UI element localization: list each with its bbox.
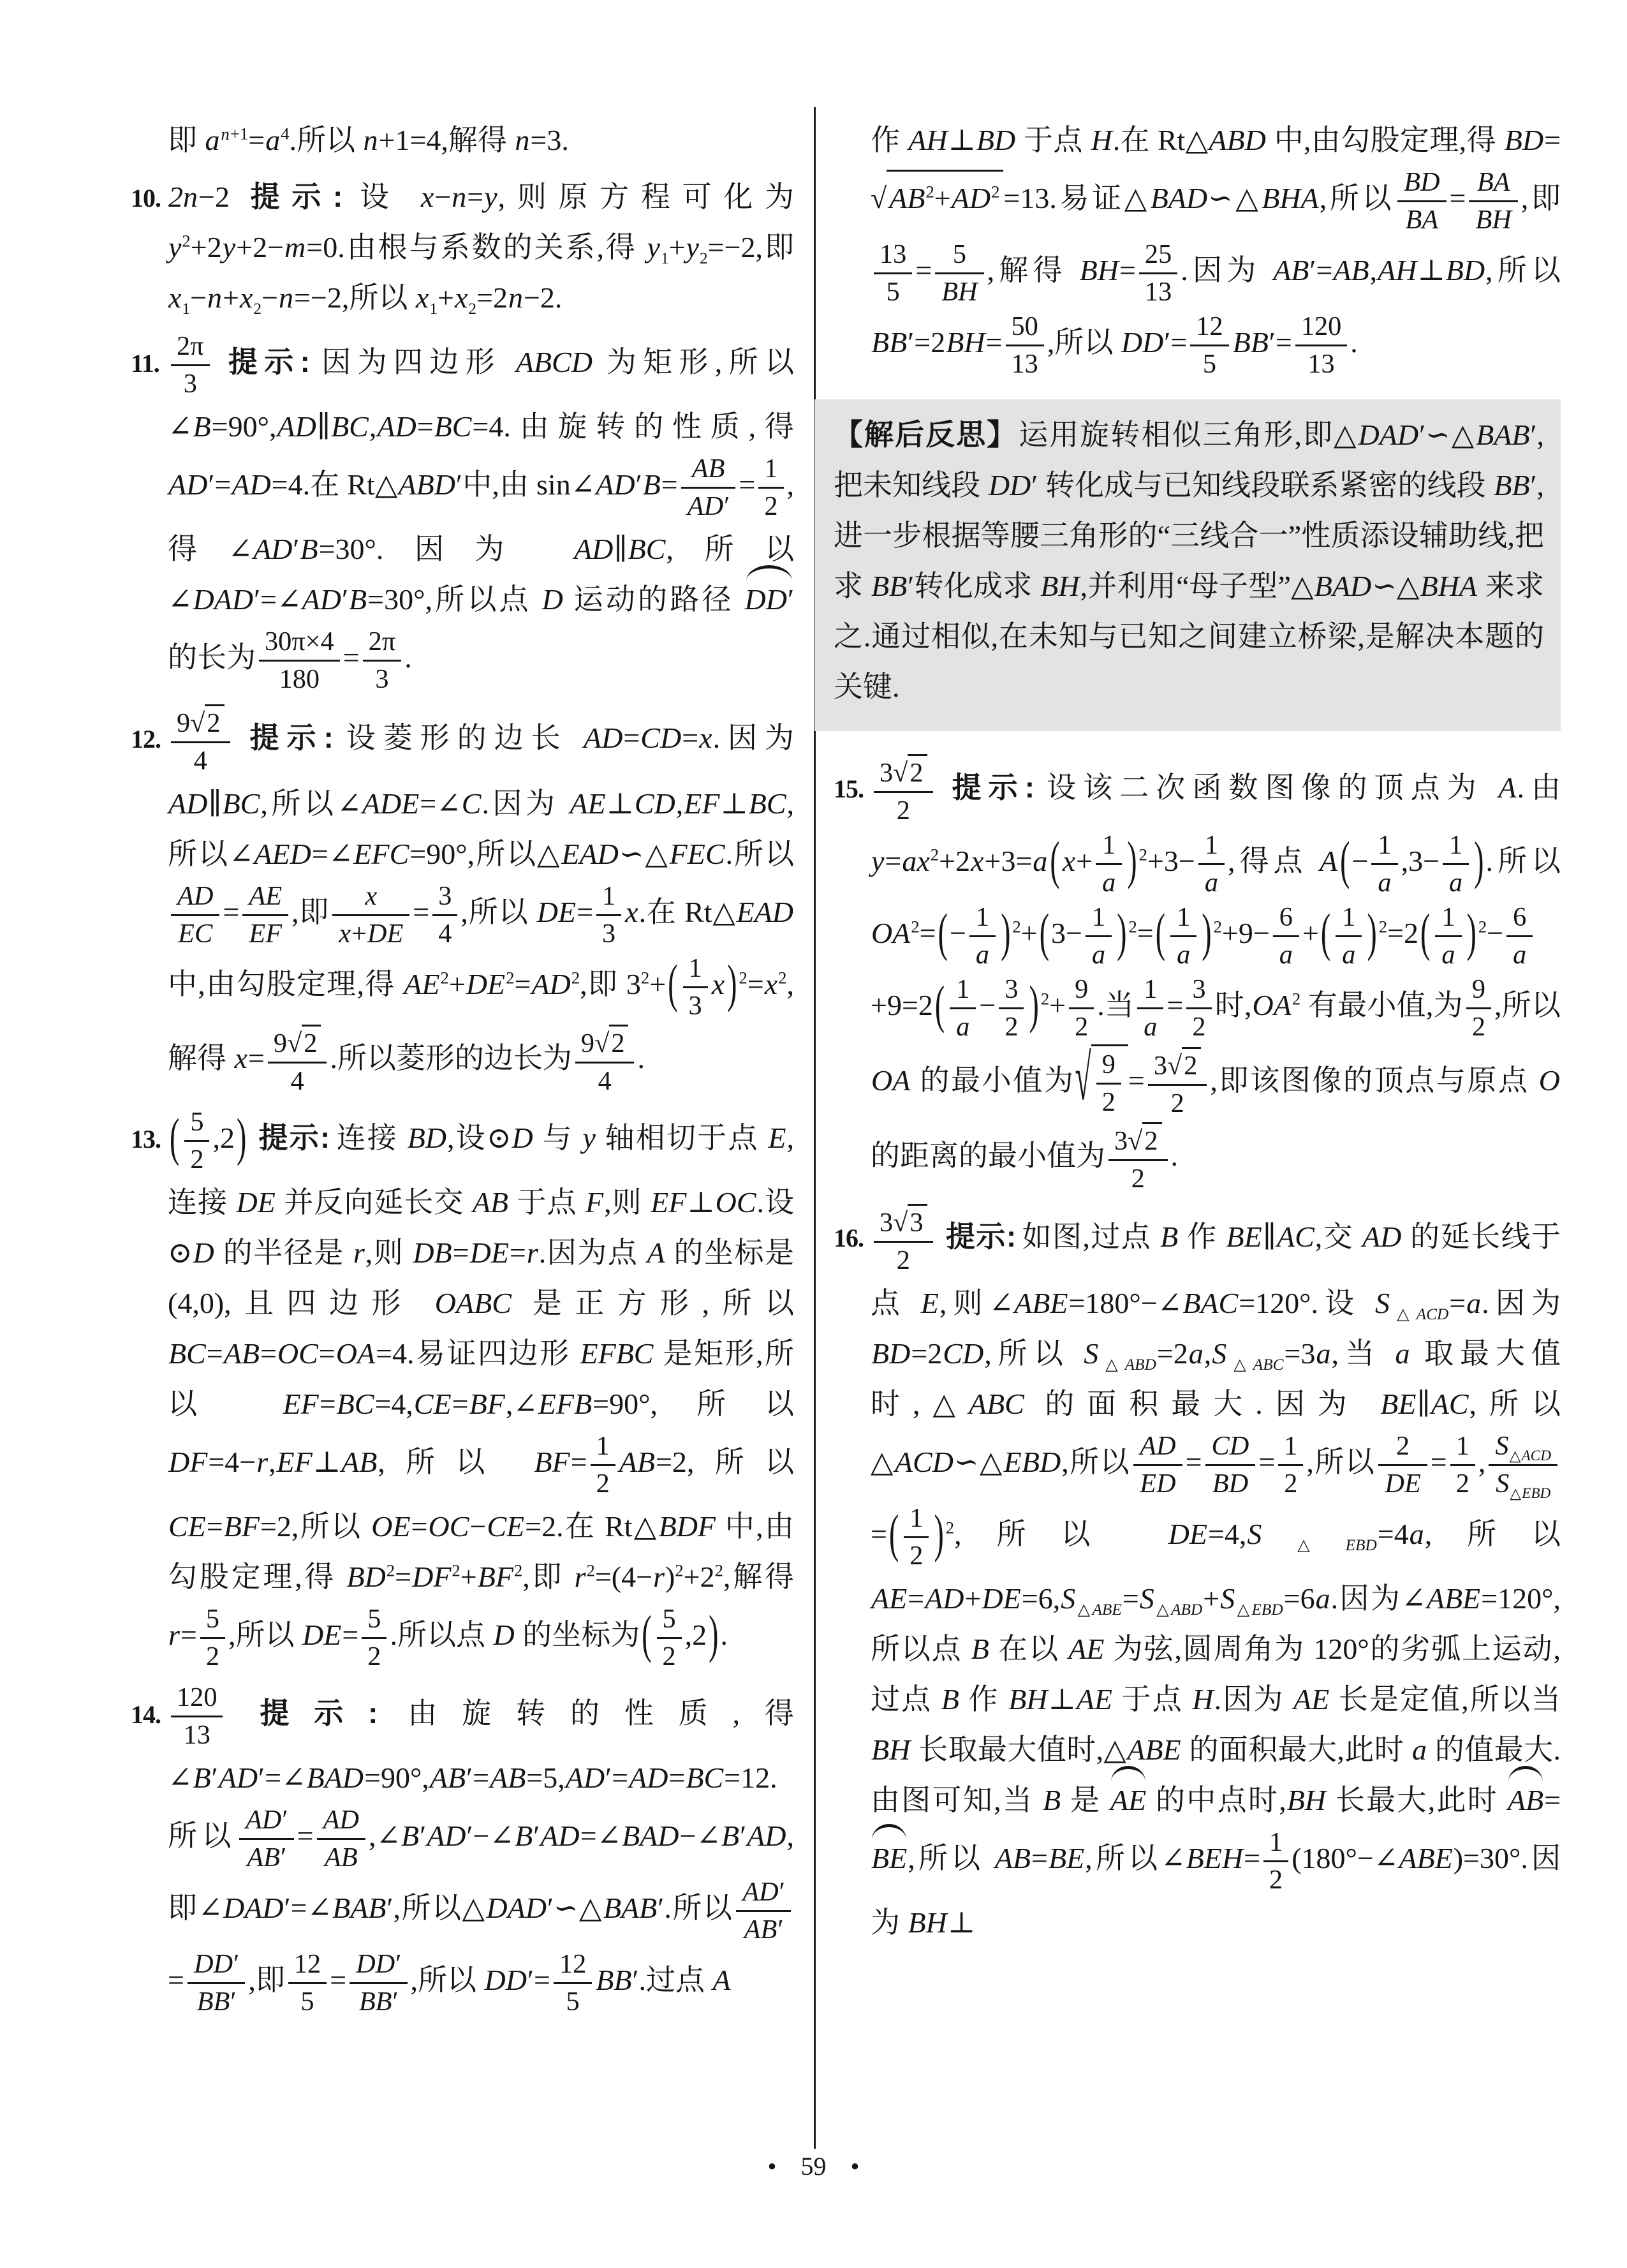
answer-item-16 (834, 1203, 1561, 1948)
left-column (131, 115, 794, 2019)
item-number: 15. (834, 774, 864, 803)
item-body (131, 172, 794, 323)
item-content: $\frac{3√2}{2}$ 提示: 设该二次函数图像的顶点为 A.由 $y=ax^2+2x+3=a(x+$ $\frac{1}{a}$ ) $^2$+3− $\frac{1}{a}$ ,得点 A(− $\frac{1}{a}$ ,3− $\frac{1}{a}$ ).所以 $OA^2=(-$ $\frac{1}{a}$ ) $^2$+(3− $\frac{1}{a}$ ) $^2$=( $\frac{1}{a}$ ) $^2$+9− $\frac{6}{a}$ +( $\frac{1}{a}$ ) $^2$=2( $\frac{1}{a}$ ) $^2$− $\frac{6}{a}$ +9=2( $\frac{1}{a}$ − $\frac{3}{2}$ ) $^2$+ $\frac{9}{2}$ .当 $\frac{1}{a}$ = $\frac{3}{2}$ 时$,OA^2$ 有最小值,为 $\frac{9}{2}$ ,所以 OA 的最小值为√ $\frac{9}{2}$ = $\frac{3√2}{2}$ ,即该图像的顶点与原点 O 的距离的最小值为 $\frac{3√2}{2}$ . (871, 771, 1561, 1172)
continuation-paragraph-item-9: 即 $a^{n+1}=a^4$.所以 n+1=4,解得 n=3. (168, 124, 569, 156)
item-body (131, 1105, 794, 1674)
item-content: $\frac{9√2}{4}$ 提示: 设菱形的边长 AD=CD=x.因为 AD∥BC,所以∠ADE=∠C.因为 AE⊥CD,EF⊥BC,所以∠AED=∠EFC=90°,所以△EAD∽△FEC.所以 $\frac{AD}{EC}$ = $\frac{AE}{EF}$ ,即 $\frac{x}{x+DE}$ = $\frac{3}{4}$ ,所以 DE= $\frac{1}{3}$ x.在 Rt△EAD 中,由勾股定理,得 $AE^2+DE^2=AD^2$,即 $3^2+$( $\frac{1}{3}$ x) $^2=x^2$,解得 x= $\frac{9√2}{4}$ .所以菱形的边长为 $\frac{9√2}{4}$ . (168, 722, 794, 1074)
reflection-text: 【解后反思】运用旋转相似三角形,即△DAD′∽△BAB′,把未知线段 DD′ 转化成与已知线段联系紧密的线段 BB′,进一步根据等腰三角形的“三线合一”性质添设辅助线,把求 BB′转化成求 BH,并利用“母子型”△BAD∽△BHA 来求之.通过相似,在未知与已知之间建立桥梁,是解决本题的关键. (834, 417, 1545, 704)
item-body (131, 1680, 794, 2019)
continuation-paragraph-item-14: 作 AH⊥BD 于点 H.在 Rt△ABD 中,由勾股定理,得 $BD=√AB^2+AD^2 =13$.易证△BAD∽△BHA,所以 $\frac{BD}{BA}$ = $\frac{BA}{BH}$ ,即 $\frac{13}{5}$ = $\frac{5}{BH}$ ,解得 BH= $\frac{25}{13}$ .因为 AB′=AB,AH⊥BD,所以 BB′=2BH= $\frac{50}{13}$ ,所以 DD′= $\frac{12}{5}$ BB′= $\frac{120}{13}$ . (871, 124, 1561, 379)
item-body (834, 1203, 1561, 1948)
answer-item-10 (131, 172, 794, 323)
item-body (131, 329, 794, 697)
answer-item-11 (131, 329, 794, 697)
item-content: ( $\frac{5}{2}$ ,2) 提示: 连接 BD,设⊙D 与 y 轴相切于点 E,连接 DE 并反向延长交 AB 于点 F,则 EF⊥OC.设⊙D 的半径是 r,则 DB=DE=r.因为点 A 的坐标是 (4,0),且四边形 OABC 是正方形,所以 BC=AB=OC=OA=4.易证四边形 EFBC 是矩形,所以 EF=BC=4,CE=BF,∠EFB=90°,所以 DF=4−r,EF⊥AB,所以 BF= $\frac{1}{2}$ AB=2,所以 CE=BF=2,所以 OE=OC−CE=2.在 Rt△BDF 中,由勾股定理,得 $BD^2=DF^2+BF^2$,即 $r^2=(4-r)^2+2^2$,解得 r= $\frac{5}{2}$ ,所以 DE= $\frac{5}{2}$ .所以点 D 的坐标为( $\frac{5}{2}$ ,2). (168, 1106, 795, 1672)
item-number: 16. (834, 1224, 864, 1253)
item-number: 14. (131, 1700, 161, 1730)
item-content: $\frac{3√3}{2}$ 提示: 如图,过点 B 作 BE∥AC,交 AD 的延长线于点 E,则∠ABE=180°−∠BAC=120°.设 $S_{\triangle ACD}=a$.因为 BD=2CD,所以 $S_{\triangle ABD}=2a,S_{\triangle ABC}=3a$,当 a 取最大值时,△ABC 的面积最大.因为 BE∥AC,所以△ACD∽△EBD,所以 $\frac{AD}{ED}$ = $\frac{CD}{BD}$ = $\frac{1}{2}$ ,所以 $\frac{2}{DE}$ = $\frac{1}{2}$ , $\frac{S_{\triangle ACD}}{S_{\triangle EBD}}$ =( $\frac{1}{2}$ ) $^2$,所以 $DE=4,S_{\triangle EBD}=4a$,所以 $AE=AD+DE=6,S_{\triangle ABE}=S_{\triangle ABD}+S_{\triangle EBD}=6a$.因为∠ABE=120°,所以点 B 在以 AE 为弦,圆周角为 120°的劣弧上运动,过点 B 作 BH⊥AE 于点 H.因为 AE 长是定值,所以当 BH 长取最大值时,△ABE 的面积最大,此时 a 的值最大.由图可知,当 B 是 AE 的中点时,BH 长最大,此时 AB=BE,所以 AB=BE,所以∠BEH= $\frac{1}{2}$ (180°−∠ABE)=30°.因为 BH⊥ (871, 1220, 1561, 1939)
item-number: 13. (131, 1124, 161, 1153)
answer-item-15 (834, 753, 1561, 1196)
item-content: 2n−2 提示: 设 x−n=y,则原方程可化为 $y^2+2y+2-m=0$.由根与系数的关系,得 $y_1+y_2=-2$,即 $x_1-n+x_2-n=-2$,所以 $x_1+x_2=2n-2$. (168, 180, 795, 318)
item-content: $\frac{120}{13}$ 提示: 由旋转的性质,得∠B′AD′=∠BAD=90°,AB′=AB=5,AD′=AD=BC=12.所以 $\frac{AD'}{AB'}$ = $\frac{AD}{AB}$ ,∠B′AD′−∠B′AD=∠BAD−∠B′AD,即∠DAD′=∠BAB′,所以△DAD′∽△BAB′.所以 $\frac{AD'}{AB'}$ = $\frac{DD'}{BB'}$ ,即 $\frac{12}{5}$ = $\frac{DD'}{BB'}$ ,所以 DD′= $\frac{12}{5}$ BB′.过点 A (168, 1682, 794, 2017)
item-body (131, 703, 794, 1099)
reflection-note-box (814, 399, 1561, 732)
page-number-text: • 59 • (767, 2152, 860, 2181)
answer-item-13 (131, 1105, 794, 1674)
answer-item-14 (131, 1680, 794, 2019)
item-number: 11. (131, 349, 159, 378)
item-number: 12. (131, 724, 161, 753)
item-content: $\frac{2\pi}{3}$ 提示: 因为四边形 ABCD 为矩形,所以∠B=90°,AD∥BC,AD=BC=4.由旋转的性质,得 AD′=AD=4.在 Rt△ABD′中,由 sin∠AD′B= $\frac{AB}{AD'}$ = $\frac{1}{2}$ ,得∠AD′B=30°.因为 AD∥BC,所以∠DAD′=∠AD′B=30°,所以点 D 运动的路径 DD′ 的长为 $\frac{30\pi\times 4}{180}$ = $\frac{2\pi}{3}$ . (168, 331, 795, 695)
answer-item-12 (131, 703, 794, 1099)
item-body (834, 753, 1561, 1196)
right-column (834, 115, 1561, 1948)
item-number: 10. (131, 184, 161, 213)
page-number (0, 2151, 1627, 2181)
